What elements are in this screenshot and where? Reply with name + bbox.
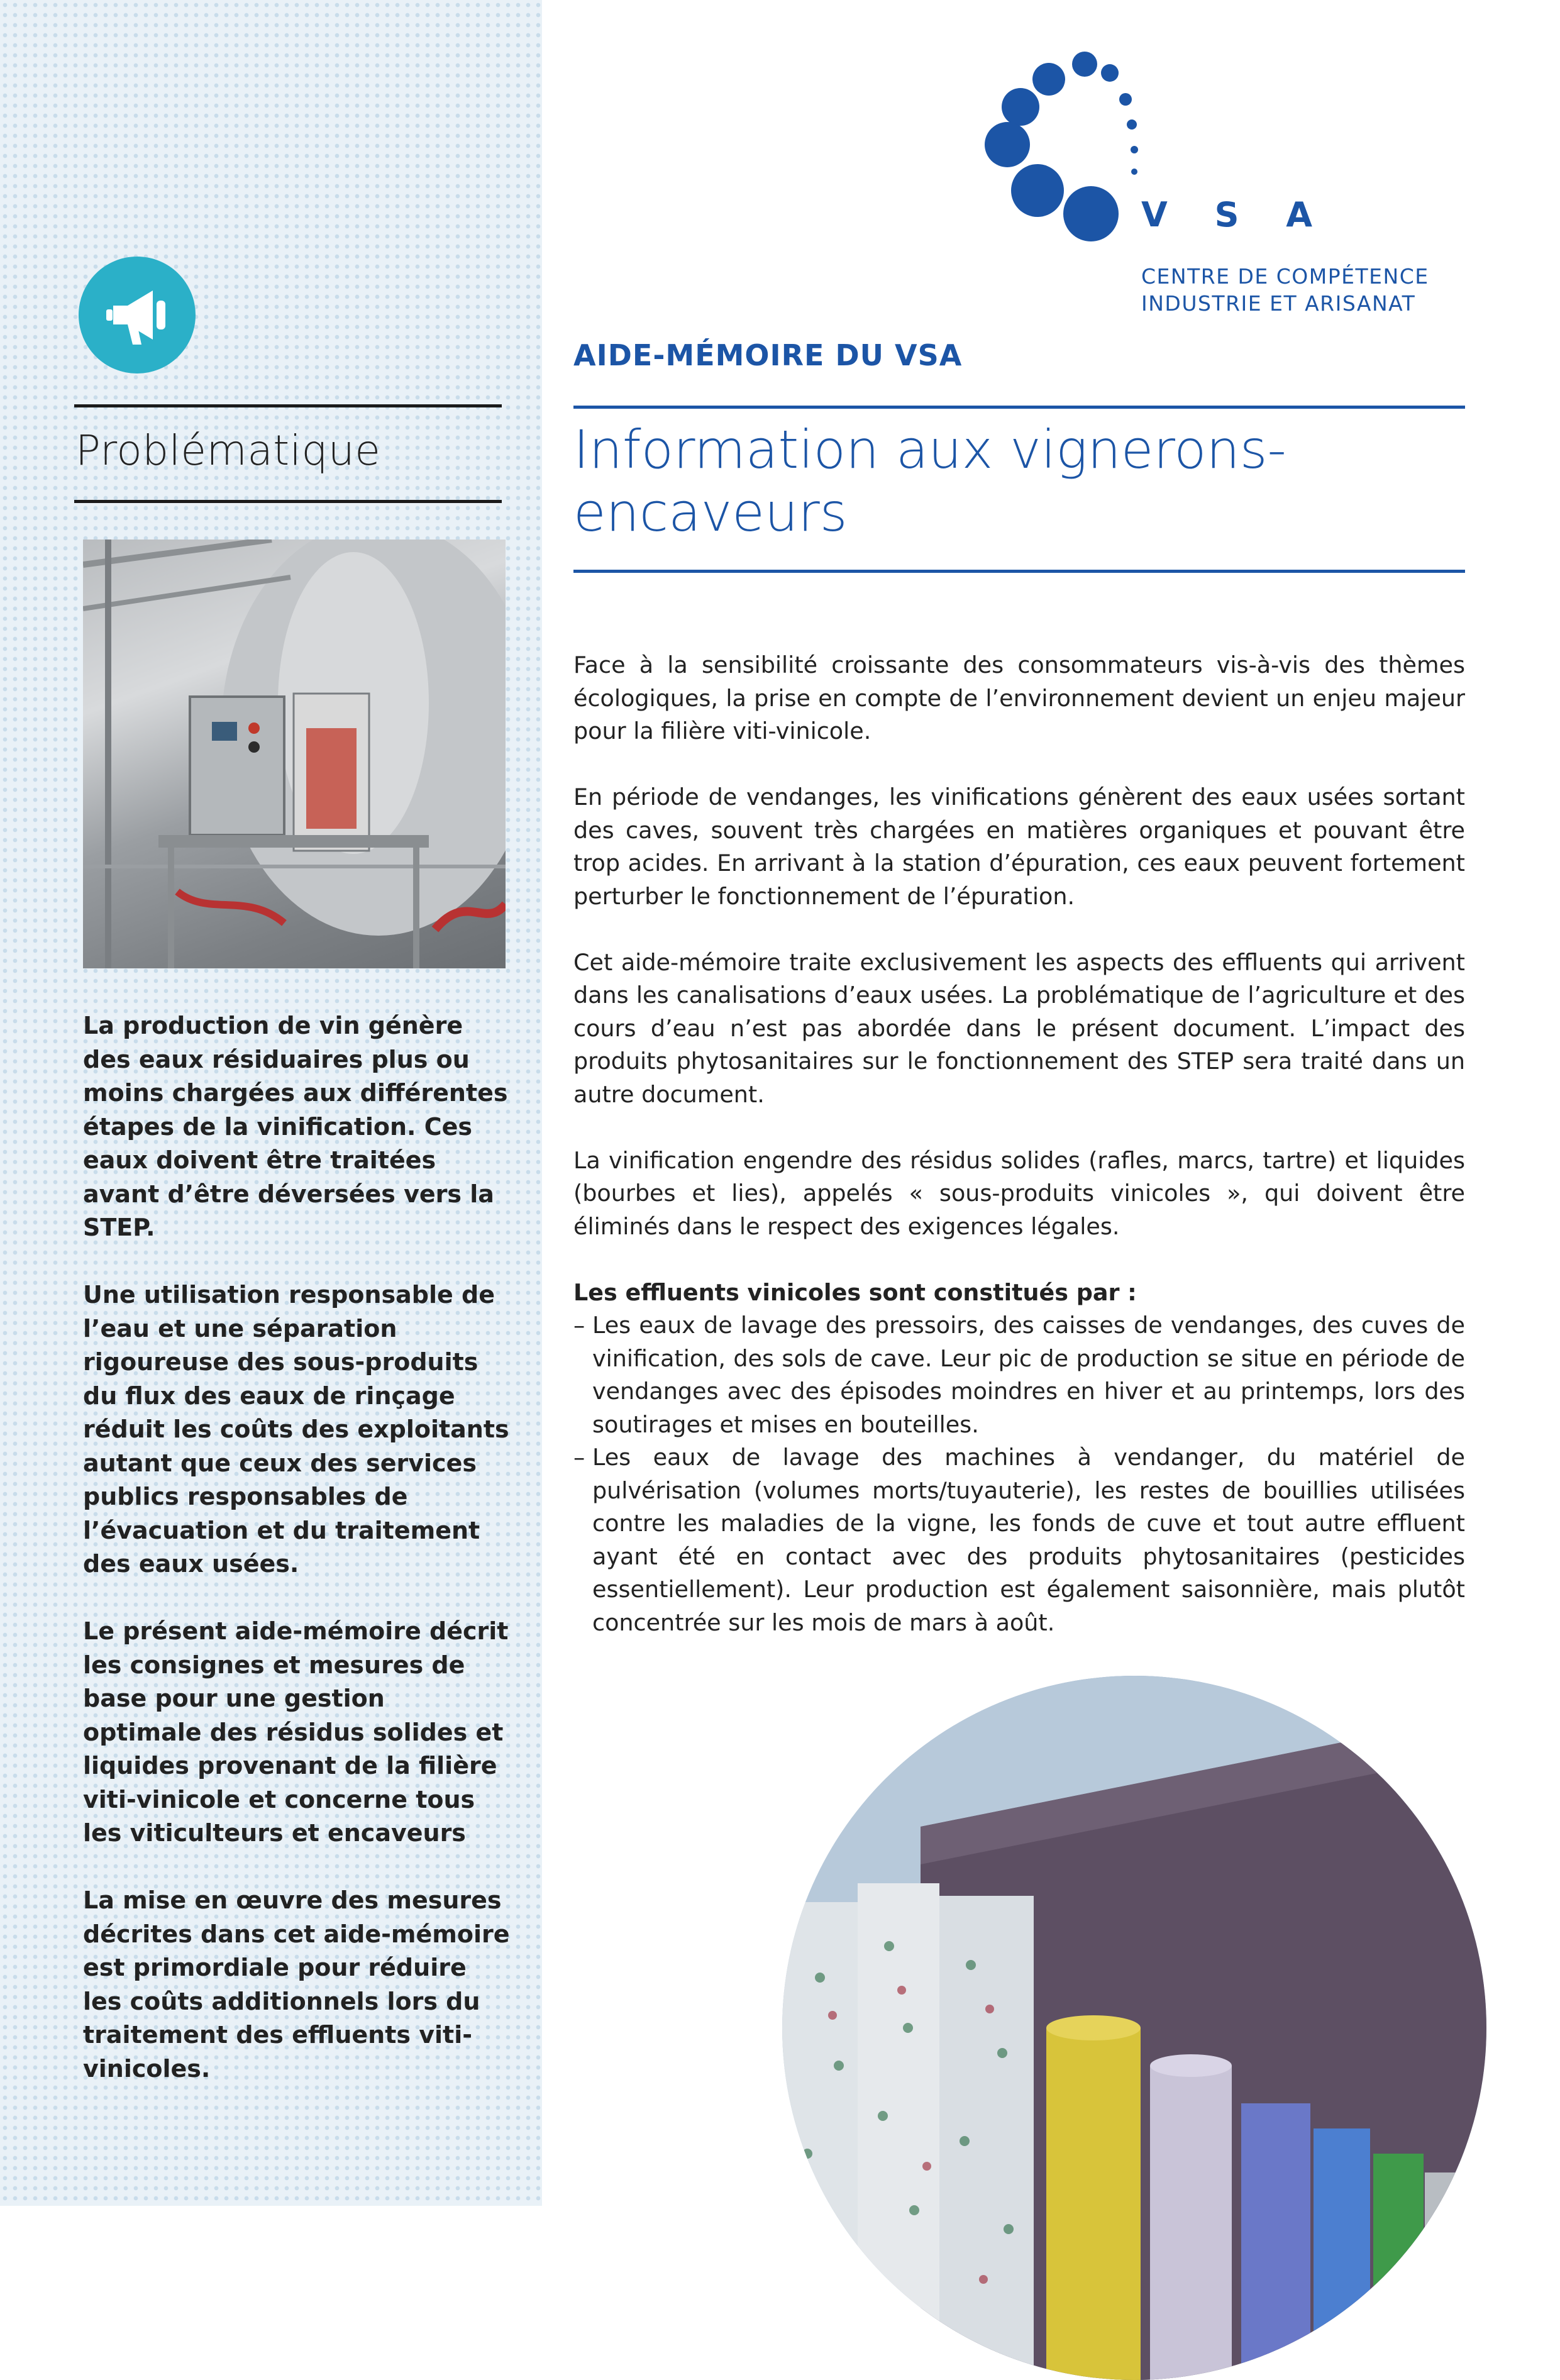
- sidebar-paragraph: La mise en œuvre des mesures décrites dans cet aide-mémoire est primordiale pour réduire les coûts additionnels lors du traitement des effluents viti-vinicoles.: [83, 1886, 510, 2083]
- sidebar-paragraph: Le présent aide-mémoire décrit les consignes et mesures de base pour une gestion optimale des résidus solides et liquides provenant de la filière viti-vinicole et concerne tous les viticulteurs et encaveurs: [83, 1617, 509, 1847]
- list-marker: –: [573, 1444, 585, 1471]
- body-paragraph: Face à la sensibilité croissante des consommateurs vis-à-vis des thèmes écologiques, la prise en compte de l’environnement devient un enjeu majeur pour la filière viti-vinicole.: [573, 651, 1465, 744]
- document-kicker: AIDE-MÉMOIRE DU VSA: [573, 338, 963, 372]
- list-marker: –: [573, 1312, 585, 1339]
- sidebar-paragraph: La production de vin génère des eaux résiduaires plus ou moins chargées aux différentes étapes de la vinification. Ces eaux doivent être traitées avant d’être déversées vers la STEP.: [83, 1012, 508, 1241]
- page-title: Information aux vignerons-encaveurs: [573, 419, 1286, 543]
- list-title: Les effluents vinicoles sont constitués par :: [573, 1278, 1137, 1306]
- main-text: [573, 649, 1465, 1639]
- section-title: Problématique: [75, 426, 381, 475]
- body-paragraph: La vinification engendre des résidus solides (rafles, marcs, tartre) et liquides (bourbes et lies), appelés « sous-produits vinicoles », qui doivent être éliminés dans le respect des exigences légales.: [573, 1146, 1465, 1240]
- body-paragraph: En période de vendanges, les vinifications génèrent des eaux usées sortant des caves, souvent très chargées en matières organiques et pouvant être trop acides. En arrivant à la station d’épuration, ces eaux peuvent fortement perturber le fonctionnement de l’épuration.: [573, 783, 1465, 910]
- logo-subtitle-line: INDUSTRIE ET ARISANAT: [1141, 291, 1416, 316]
- wastewater-treatment-unit-photo: [83, 540, 506, 968]
- colorful-wine-tanks-photo: [782, 1676, 1486, 2380]
- list-item: [573, 1309, 1465, 1441]
- logo-subtitle: [1141, 263, 1429, 317]
- sidebar-paragraph: Une utilisation responsable de l’eau et une séparation rigoureuse des sous-produits du flux des eaux de rinçage réduit les coûts des exploitants autant que ceux des services publics responsables de l’évacuation et du traitement des eaux usées.: [83, 1281, 509, 1578]
- title-rule-bottom: [573, 570, 1465, 573]
- list-item-text: Les eaux de lavage des pressoirs, des caisses de vendanges, des cuves de vinification, des sols de cave. Leur pic de production se situe en période de vendanges avec des épisodes moindres en hiver et au printemps, lors des soutirages et mises en bouteilles.: [592, 1312, 1465, 1438]
- list-item-text: Les eaux de lavage des machines à vendanger, du matériel de pulvérisation (volumes morts/tuyauterie), les restes de bouillies utilisées contre les maladies de la vigne, les fonds de cuve et tout autre effluent ayant été en contact avec des produits phytosanitaires (pesticides essentiellement). Leur production est également saisonnière, mais plutôt concentrée sur les mois de mars à août.: [592, 1444, 1465, 1636]
- sidebar-text: [83, 1009, 511, 2120]
- list-item: [573, 1441, 1465, 1639]
- section-rule-bottom: [74, 500, 502, 503]
- logo-subtitle-line: CENTRE DE COMPÉTENCE: [1141, 264, 1429, 289]
- megaphone-icon: [79, 257, 196, 374]
- title-rule-top: [573, 406, 1465, 409]
- section-rule-top: [74, 404, 502, 407]
- logo-wordmark: V S A: [1141, 195, 1330, 235]
- body-paragraph: Cet aide-mémoire traite exclusivement les aspects des effluents qui arrivent dans les canalisations d’eaux usées. La problématique de l’agriculture et des cours d’eau n’est pas abordée dans le présent document. L’impact des produits phytosanitaires sur le fonctionnement des STEP sera traité dans un autre document.: [573, 948, 1465, 1108]
- effluent-list: [573, 1309, 1465, 1639]
